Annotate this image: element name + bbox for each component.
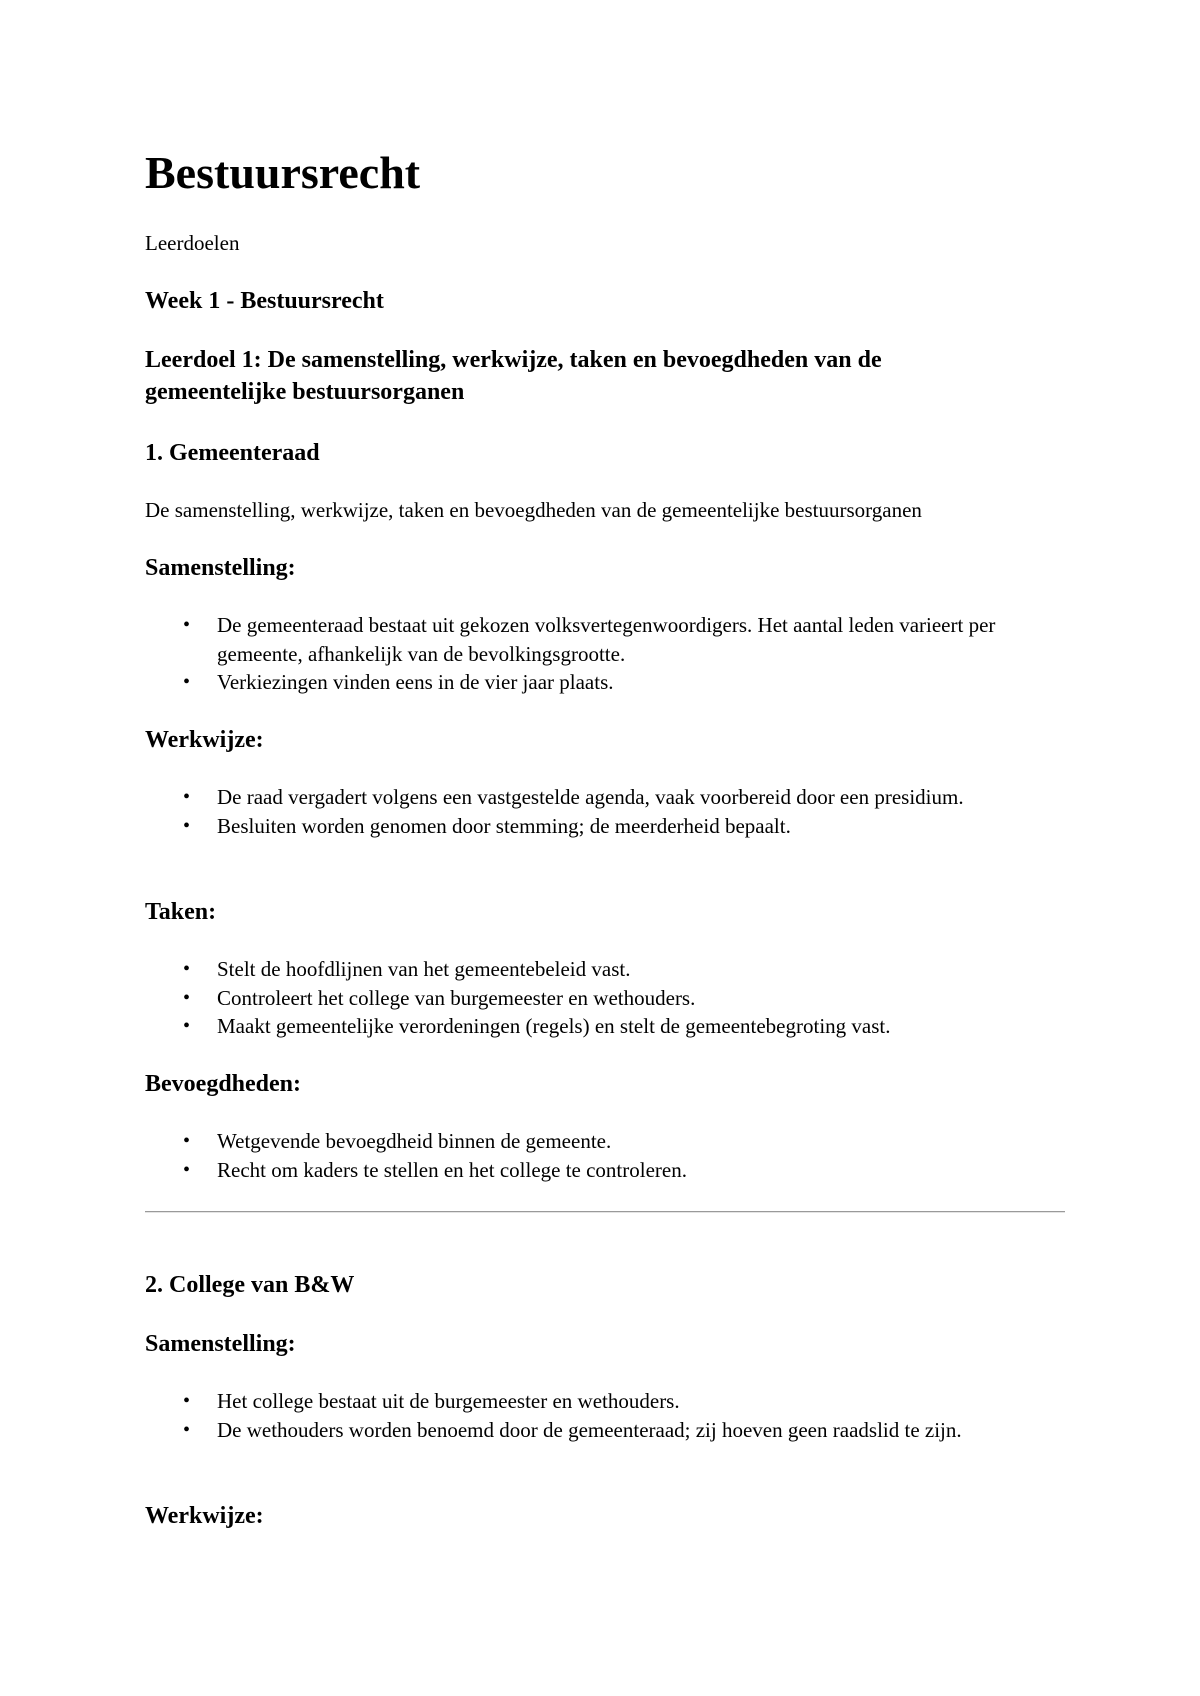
section2-samenstelling-list (145, 1387, 1045, 1444)
subtitle: Leerdoelen (145, 231, 240, 255)
list-item: • Stelt de hoofdlijnen van het gemeentebeleid vast. (145, 955, 1047, 984)
document-title: Bestuursrecht (145, 147, 421, 198)
bullet-icon: • (183, 671, 191, 693)
section1-werkwijze-heading: Werkwijze: (145, 727, 264, 753)
bullet-icon: • (183, 986, 191, 1009)
list-item: • De raad vergadert volgens een vastgestelde agenda, vaak voorbereid door een presidium. (145, 783, 1047, 812)
list-item: • Verkiezingen vinden eens in de vier jaar plaats. (145, 668, 1047, 697)
bullet-icon: • (183, 1158, 191, 1181)
section2-heading: 2. College van B&W (145, 1272, 355, 1298)
list-item: • De gemeenteraad bestaat uit gekozen volksvertegenwoordigers. Het aantal leden varieert per gemeente, afhankelijk van de bevolkingsgrootte. (183, 613, 996, 666)
list-item: • Wetgevende bevoegdheid binnen de gemeente. (145, 1127, 1047, 1156)
section1-bevoegdheden-heading: Bevoegdheden: (145, 1071, 301, 1097)
bullet-icon: • (183, 1418, 191, 1441)
list-item: • Maakt gemeentelijke verordeningen (regels) en stelt de gemeentebegroting vast. (145, 1012, 1047, 1041)
section2-samenstelling-heading: Samenstelling: (145, 1331, 296, 1357)
section1-bevoegdheden-list (145, 1127, 1045, 1184)
section1-samenstelling-heading: Samenstelling: (145, 555, 296, 581)
list-item: • Recht om kaders te stellen en het college te controleren. (145, 1156, 1047, 1185)
bullet-icon: • (183, 1130, 191, 1152)
learning-goal-heading: Leerdoel 1: De samenstelling, werkwijze, taken en bevoegdheden van de gemeentelijke bestuursorganen (145, 347, 882, 405)
bullet-icon: • (183, 786, 191, 808)
list-item: • Controleert het college van burgemeester en wethouders. (145, 984, 1047, 1013)
horizontal-divider (145, 1211, 1065, 1213)
bullet-icon: • (183, 814, 191, 837)
list-item: • De wethouders worden benoemd door de gemeenteraad; zij hoeven geen raadslid te zijn. (145, 1416, 1047, 1445)
list-item: • Het college bestaat uit de burgemeester en wethouders. (145, 1387, 1047, 1416)
section1-intro: De samenstelling, werkwijze, taken en bevoegdheden van de gemeentelijke bestuursorganen (145, 498, 922, 522)
week-heading: Week 1 - Bestuursrecht (145, 288, 384, 314)
section1-samenstelling-list (145, 611, 1045, 697)
bullet-icon: • (183, 1390, 191, 1412)
section1-werkwijze-list (145, 783, 1045, 840)
section2-werkwijze-heading: Werkwijze: (145, 1503, 264, 1529)
bullet-icon: • (183, 614, 191, 636)
bullet-icon: • (183, 1015, 191, 1037)
section1-heading: 1. Gemeenteraad (145, 440, 320, 466)
section1-taken-heading: Taken: (145, 899, 217, 925)
section1-taken-list (145, 955, 1045, 1041)
list-item: • Besluiten worden genomen door stemming; de meerderheid bepaalt. (145, 812, 1047, 841)
bullet-icon: • (183, 958, 191, 980)
